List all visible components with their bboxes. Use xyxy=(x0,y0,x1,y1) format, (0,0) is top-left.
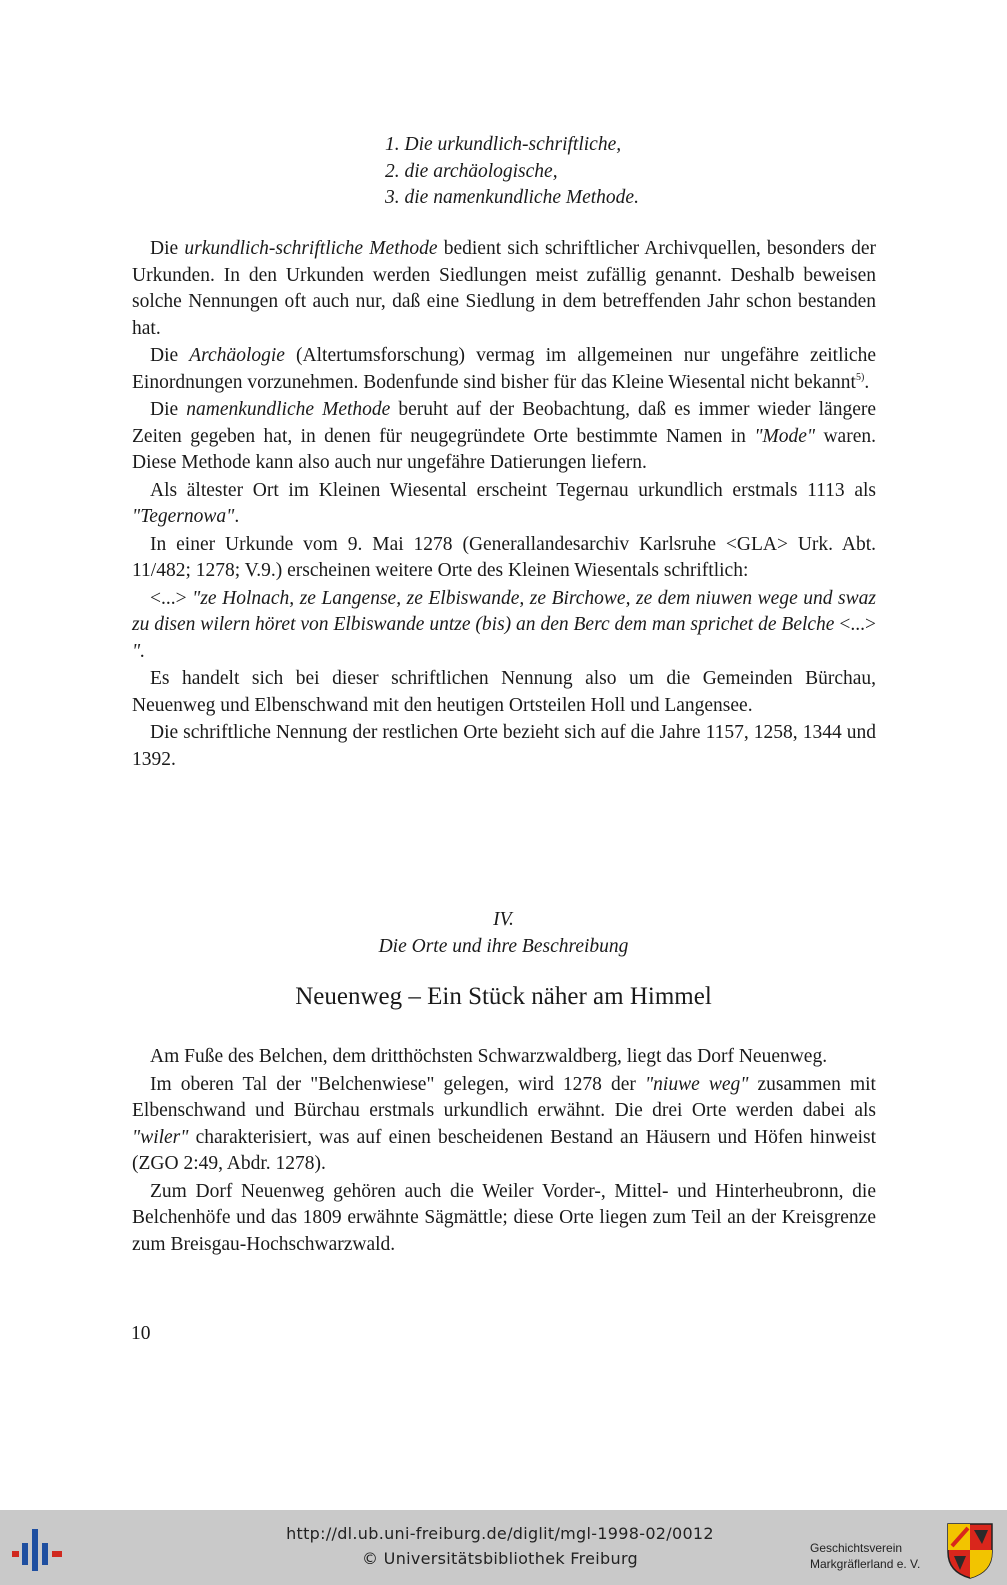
methods-list xyxy=(385,132,639,212)
paragraph: Zum Dorf Neuenweg gehören auch die Weiler Vorder-, Mittel- und Hinterheubronn, die Belchenhöfe und das 1809 erwähnte Sägmättle; diese Orte liegen zum Teil an der Kreisgrenze zum Breisgau-Hochschwarzwald. xyxy=(132,1180,876,1255)
paragraph: Im oberen Tal der "Belchenwiese" gelegen, wird 1278 der "niuwe weg" zusammen mit Elbenschwand und Bürchau erstmals urkundlich erwähnt. Die drei Orte werden dabei als "wiler" charakterisiert, was auf einen bescheidenen Bestand an Häusern und Höfen hinweist (ZGO 2:49, Abdr. 1278). xyxy=(132,1073,876,1174)
publisher-name: Geschichtsverein Markgräflerland e. V. xyxy=(810,1541,921,1571)
chapter-heading xyxy=(0,906,1007,960)
method-item: 1. Die urkundlich-schriftliche, xyxy=(385,134,622,155)
library-logo-icon[interactable] xyxy=(12,1527,64,1573)
section-title: Neuenweg – Ein Stück näher am Himmel xyxy=(295,983,712,1010)
coat-of-arms-icon xyxy=(946,1522,994,1580)
chapter-number: IV. xyxy=(493,909,514,930)
method-item: 3. die namenkundliche Methode. xyxy=(385,187,639,208)
copyright-text: © Universitätsbibliothek Freiburg xyxy=(362,1549,638,1568)
body-text-neuenweg xyxy=(132,1044,876,1259)
source-url-link[interactable]: http://dl.ub.uni-freiburg.de/diglit/mgl-1998-02/0012 xyxy=(286,1524,714,1543)
method-item: 2. die archäologische, xyxy=(385,160,558,182)
paragraph: Es handelt sich bei dieser schriftlichen Nennung also um die Gemeinden Bürchau, Neuenweg und Elbenschwand mit den heutigen Ortsteilen Holl und Langensee. xyxy=(132,668,876,716)
footer-center xyxy=(200,1522,800,1572)
paragraph: Am Fuße des Belchen, dem dritthöchsten Schwarzwaldberg, liegt das Dorf Neuenweg. xyxy=(150,1046,828,1067)
body-text-intro xyxy=(132,236,876,774)
quote-paragraph: <...> "ze Holnach, ze Langense, ze Elbiswande, ze Birchowe, ze dem niuwen wege und swaz zu disen wilern höret von Elbiswande untze (bis) an den Berc dem man sprichet de Belche <...> ". xyxy=(132,587,876,662)
paragraph: Die Archäologie (Altertumsforschung) vermag im allgemeinen nur ungefähre zeitliche Einordnungen vorzunehmen. Bodenfunde sind bisher für das Kleine Wiesental nicht bekannt$^{5)}$. xyxy=(132,345,876,393)
chapter-title: Die Orte und ihre Beschreibung xyxy=(378,936,629,957)
footer-bar xyxy=(0,1510,1007,1585)
paragraph: Die urkundlich-schriftliche Methode bedient sich schriftlicher Archivquellen, besonders der Urkunden. In den Urkunden werden Siedlungen meist zufällig genannt. Deshalb beweisen solche Nennungen oft auch nur, daß eine Siedlung in dem betreffenden Jahr schon bestanden hat. xyxy=(132,238,876,339)
paragraph: Die schriftliche Nennung der restlichen Orte bezieht sich auf die Jahre 1157, 1258, 1344 und 1392. xyxy=(132,722,876,770)
footnote-ref: 5) xyxy=(855,371,865,383)
page-number: 10 xyxy=(131,1323,151,1344)
paragraph: In einer Urkunde vom 9. Mai 1278 (Generallandesarchiv Karlsruhe <GLA> Urk. Abt. 11/482; 1278; V.9.) erscheinen weitere Orte des Kleinen Wiesentals schriftlich: xyxy=(132,533,876,581)
paragraph: Als ältester Ort im Kleinen Wiesental erscheint Tegernau urkundlich erstmals 1113 als "Tegernowa". xyxy=(132,479,876,527)
paragraph: Die namenkundliche Methode beruht auf der Beobachtung, daß es immer wieder längere Zeiten gegeben hat, in denen für neugegründete Orte bestimmte Namen in "Mode" waren. Diese Methode kann also auch nur ungefähre Datierungen liefern. xyxy=(132,399,877,473)
